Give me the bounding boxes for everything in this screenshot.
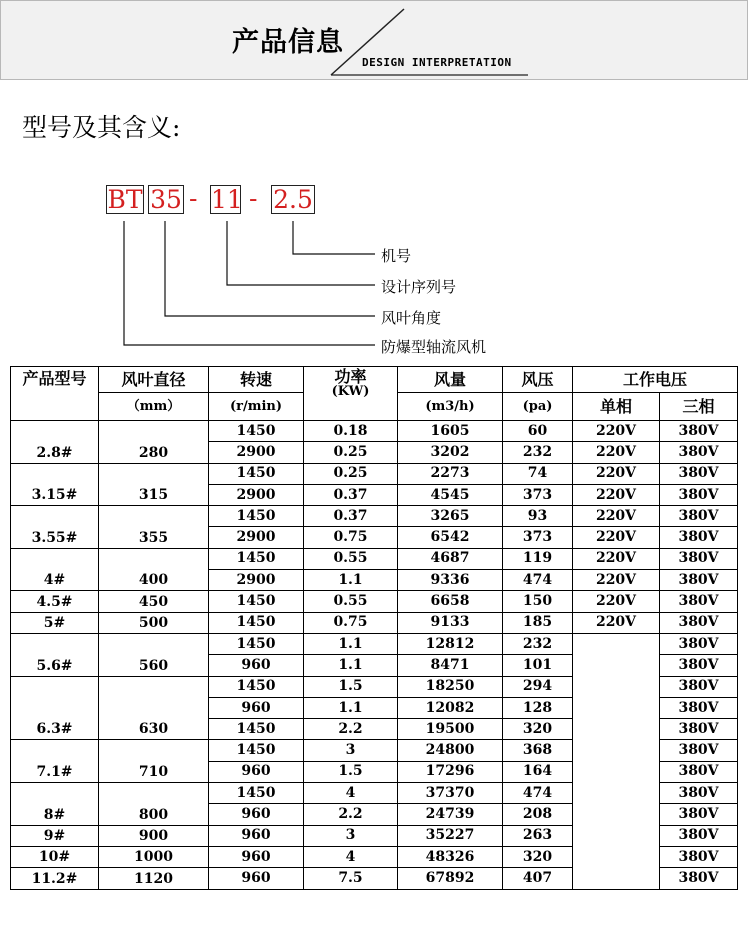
cell-airflow: 12812 xyxy=(398,633,503,654)
cell-model: 9# xyxy=(11,825,99,846)
cell-pressure: 232 xyxy=(503,633,573,654)
cell-diameter: 1120 xyxy=(99,868,209,889)
cell-three-phase: 380V xyxy=(660,484,738,505)
cell-three-phase: 380V xyxy=(660,676,738,697)
cell-airflow: 3265 xyxy=(398,506,503,527)
cell-three-phase: 380V xyxy=(660,761,738,782)
table-row xyxy=(11,548,738,569)
code-separator: - xyxy=(189,184,198,213)
cell-model: 8# xyxy=(11,783,99,826)
legend-fan-type: 防爆型轴流风机 xyxy=(381,338,487,356)
cell-speed: 1450 xyxy=(209,548,304,569)
cell-single-phase: 220V xyxy=(573,506,660,527)
cell-airflow: 67892 xyxy=(398,868,503,889)
cell-pressure: 373 xyxy=(503,527,573,548)
cell-pressure: 128 xyxy=(503,697,573,718)
header-model: 产品型号 xyxy=(11,367,99,421)
cell-three-phase: 380V xyxy=(660,591,738,612)
cell-power: 4 xyxy=(304,846,398,867)
cell-model: 6.3# xyxy=(11,676,99,740)
cell-speed: 1450 xyxy=(209,676,304,697)
cell-three-phase: 380V xyxy=(660,506,738,527)
cell-speed: 960 xyxy=(209,846,304,867)
cell-airflow: 24739 xyxy=(398,804,503,825)
cell-speed: 2900 xyxy=(209,527,304,548)
cell-pressure: 368 xyxy=(503,740,573,761)
cell-pressure: 119 xyxy=(503,548,573,569)
cell-single-phase: 220V xyxy=(573,421,660,442)
unit-pressure: (pa) xyxy=(503,393,573,421)
cell-pressure: 474 xyxy=(503,783,573,804)
legend-blade-angle: 风叶角度 xyxy=(381,309,442,327)
cell-three-phase: 380V xyxy=(660,783,738,804)
header-diameter: 风叶直径 xyxy=(99,367,209,393)
cell-three-phase: 380V xyxy=(660,868,738,889)
cell-single-phase: 220V xyxy=(573,612,660,633)
cell-diameter: 355 xyxy=(99,506,209,549)
cell-airflow: 35227 xyxy=(398,825,503,846)
table-row xyxy=(11,506,738,527)
cell-model: 5.6# xyxy=(11,633,99,676)
cell-diameter: 280 xyxy=(99,421,209,464)
cell-power: 0.55 xyxy=(304,548,398,569)
cell-airflow: 8471 xyxy=(398,655,503,676)
cell-diameter: 500 xyxy=(99,612,209,633)
cell-three-phase: 380V xyxy=(660,804,738,825)
table-row xyxy=(11,463,738,484)
code-part-serial: 11 xyxy=(211,185,243,214)
cell-diameter: 315 xyxy=(99,463,209,506)
cell-airflow: 6542 xyxy=(398,527,503,548)
spec-table xyxy=(10,366,738,890)
cell-pressure: 263 xyxy=(503,825,573,846)
cell-model: 4# xyxy=(11,548,99,591)
cell-three-phase: 380V xyxy=(660,633,738,654)
cell-single-phase-empty xyxy=(573,633,660,889)
cell-pressure: 185 xyxy=(503,612,573,633)
code-separator: - xyxy=(249,184,258,213)
cell-model: 4.5# xyxy=(11,591,99,612)
cell-speed: 1450 xyxy=(209,506,304,527)
cell-pressure: 232 xyxy=(503,442,573,463)
cell-speed: 2900 xyxy=(209,484,304,505)
cell-single-phase: 220V xyxy=(573,484,660,505)
cell-airflow: 19500 xyxy=(398,719,503,740)
header-power-label: 功率 xyxy=(334,367,367,386)
cell-single-phase: 220V xyxy=(573,527,660,548)
cell-pressure: 474 xyxy=(503,570,573,591)
cell-speed: 2900 xyxy=(209,570,304,591)
cell-model: 7.1# xyxy=(11,740,99,783)
cell-pressure: 93 xyxy=(503,506,573,527)
cell-pressure: 101 xyxy=(503,655,573,676)
table-row xyxy=(11,633,738,654)
cell-airflow: 18250 xyxy=(398,676,503,697)
cell-three-phase: 380V xyxy=(660,825,738,846)
cell-speed: 960 xyxy=(209,825,304,846)
cell-three-phase: 380V xyxy=(660,612,738,633)
cell-single-phase: 220V xyxy=(573,442,660,463)
cell-model: 5# xyxy=(11,612,99,633)
cell-three-phase: 380V xyxy=(660,570,738,591)
cell-speed: 1450 xyxy=(209,421,304,442)
cell-speed: 1450 xyxy=(209,783,304,804)
cell-airflow: 37370 xyxy=(398,783,503,804)
cell-speed: 2900 xyxy=(209,442,304,463)
cell-pressure: 373 xyxy=(503,484,573,505)
code-part-series: BT xyxy=(107,185,143,214)
cell-model: 10# xyxy=(11,846,99,867)
cell-pressure: 320 xyxy=(503,719,573,740)
cell-diameter: 560 xyxy=(99,633,209,676)
cell-airflow: 4545 xyxy=(398,484,503,505)
cell-power: 0.18 xyxy=(304,421,398,442)
cell-speed: 960 xyxy=(209,804,304,825)
banner-subtitle: DESIGN INTERPRETATION xyxy=(362,56,512,69)
cell-three-phase: 380V xyxy=(660,463,738,484)
cell-airflow: 17296 xyxy=(398,761,503,782)
cell-airflow: 9336 xyxy=(398,570,503,591)
cell-power: 0.37 xyxy=(304,506,398,527)
cell-power: 1.1 xyxy=(304,655,398,676)
cell-diameter: 800 xyxy=(99,783,209,826)
header-pressure: 风压 xyxy=(503,367,573,393)
cell-power: 0.75 xyxy=(304,612,398,633)
unit-diameter: （mm） xyxy=(99,393,209,421)
unit-speed: (r/min) xyxy=(209,393,304,421)
table-row xyxy=(11,612,738,633)
cell-power: 2.2 xyxy=(304,719,398,740)
legend-machine-number: 机号 xyxy=(381,247,412,265)
cell-model: 2.8# xyxy=(11,421,99,464)
cell-power: 1.5 xyxy=(304,676,398,697)
banner-title: 产品信息 xyxy=(232,27,344,58)
cell-pressure: 320 xyxy=(503,846,573,867)
cell-airflow: 4687 xyxy=(398,548,503,569)
cell-pressure: 74 xyxy=(503,463,573,484)
cell-three-phase: 380V xyxy=(660,697,738,718)
cell-power: 4 xyxy=(304,783,398,804)
cell-speed: 1450 xyxy=(209,719,304,740)
cell-pressure: 294 xyxy=(503,676,573,697)
cell-power: 3 xyxy=(304,825,398,846)
section-title: 型号及其含义: xyxy=(22,113,181,142)
cell-power: 0.55 xyxy=(304,591,398,612)
cell-power: 1.5 xyxy=(304,761,398,782)
cell-pressure: 208 xyxy=(503,804,573,825)
cell-diameter: 450 xyxy=(99,591,209,612)
cell-power: 0.25 xyxy=(304,463,398,484)
table-row xyxy=(11,591,738,612)
cell-speed: 960 xyxy=(209,697,304,718)
cell-airflow: 9133 xyxy=(398,612,503,633)
cell-power: 1.1 xyxy=(304,697,398,718)
cell-airflow: 24800 xyxy=(398,740,503,761)
cell-pressure: 150 xyxy=(503,591,573,612)
cell-pressure: 60 xyxy=(503,421,573,442)
cell-airflow: 2273 xyxy=(398,463,503,484)
cell-airflow: 12082 xyxy=(398,697,503,718)
unit-airflow: (m3/h) xyxy=(398,393,503,421)
header-airflow: 风量 xyxy=(398,367,503,393)
cell-diameter: 900 xyxy=(99,825,209,846)
cell-power: 0.37 xyxy=(304,484,398,505)
cell-speed: 1450 xyxy=(209,612,304,633)
cell-three-phase: 380V xyxy=(660,740,738,761)
header-single-phase: 单相 xyxy=(573,393,660,421)
cell-speed: 1450 xyxy=(209,591,304,612)
cell-speed: 1450 xyxy=(209,463,304,484)
cell-three-phase: 380V xyxy=(660,527,738,548)
cell-model: 3.15# xyxy=(11,463,99,506)
cell-diameter: 710 xyxy=(99,740,209,783)
cell-model: 3.55# xyxy=(11,506,99,549)
cell-power: 7.5 xyxy=(304,868,398,889)
cell-speed: 960 xyxy=(209,761,304,782)
cell-airflow: 6658 xyxy=(398,591,503,612)
code-part-angle: 35 xyxy=(148,185,184,214)
table-row xyxy=(11,421,738,442)
cell-model: 11.2# xyxy=(11,868,99,889)
header-power xyxy=(304,367,398,421)
legend-design-serial: 设计序列号 xyxy=(381,278,457,296)
cell-diameter: 400 xyxy=(99,548,209,591)
cell-pressure: 407 xyxy=(503,868,573,889)
cell-airflow: 1605 xyxy=(398,421,503,442)
cell-single-phase: 220V xyxy=(573,463,660,484)
cell-power: 0.75 xyxy=(304,527,398,548)
cell-three-phase: 380V xyxy=(660,421,738,442)
cell-power: 0.25 xyxy=(304,442,398,463)
cell-single-phase: 220V xyxy=(573,548,660,569)
header-speed: 转速 xyxy=(209,367,304,393)
cell-speed: 1450 xyxy=(209,633,304,654)
cell-power: 1.1 xyxy=(304,633,398,654)
cell-single-phase: 220V xyxy=(573,570,660,591)
cell-power: 3 xyxy=(304,740,398,761)
header-power-unit: (KW) xyxy=(331,384,370,399)
cell-three-phase: 380V xyxy=(660,846,738,867)
cell-three-phase: 380V xyxy=(660,719,738,740)
cell-single-phase: 220V xyxy=(573,591,660,612)
cell-speed: 960 xyxy=(209,868,304,889)
cell-pressure: 164 xyxy=(503,761,573,782)
cell-three-phase: 380V xyxy=(660,548,738,569)
cell-speed: 1450 xyxy=(209,740,304,761)
cell-speed: 960 xyxy=(209,655,304,676)
cell-diameter: 630 xyxy=(99,676,209,740)
cell-airflow: 48326 xyxy=(398,846,503,867)
cell-three-phase: 380V xyxy=(660,442,738,463)
code-leader-lines xyxy=(0,0,750,360)
cell-power: 1.1 xyxy=(304,570,398,591)
header-three-phase: 三相 xyxy=(660,393,738,421)
code-part-number: 2.5 xyxy=(271,185,315,214)
cell-airflow: 3202 xyxy=(398,442,503,463)
cell-three-phase: 380V xyxy=(660,655,738,676)
header-voltage: 工作电压 xyxy=(573,367,738,393)
cell-power: 2.2 xyxy=(304,804,398,825)
cell-diameter: 1000 xyxy=(99,846,209,867)
